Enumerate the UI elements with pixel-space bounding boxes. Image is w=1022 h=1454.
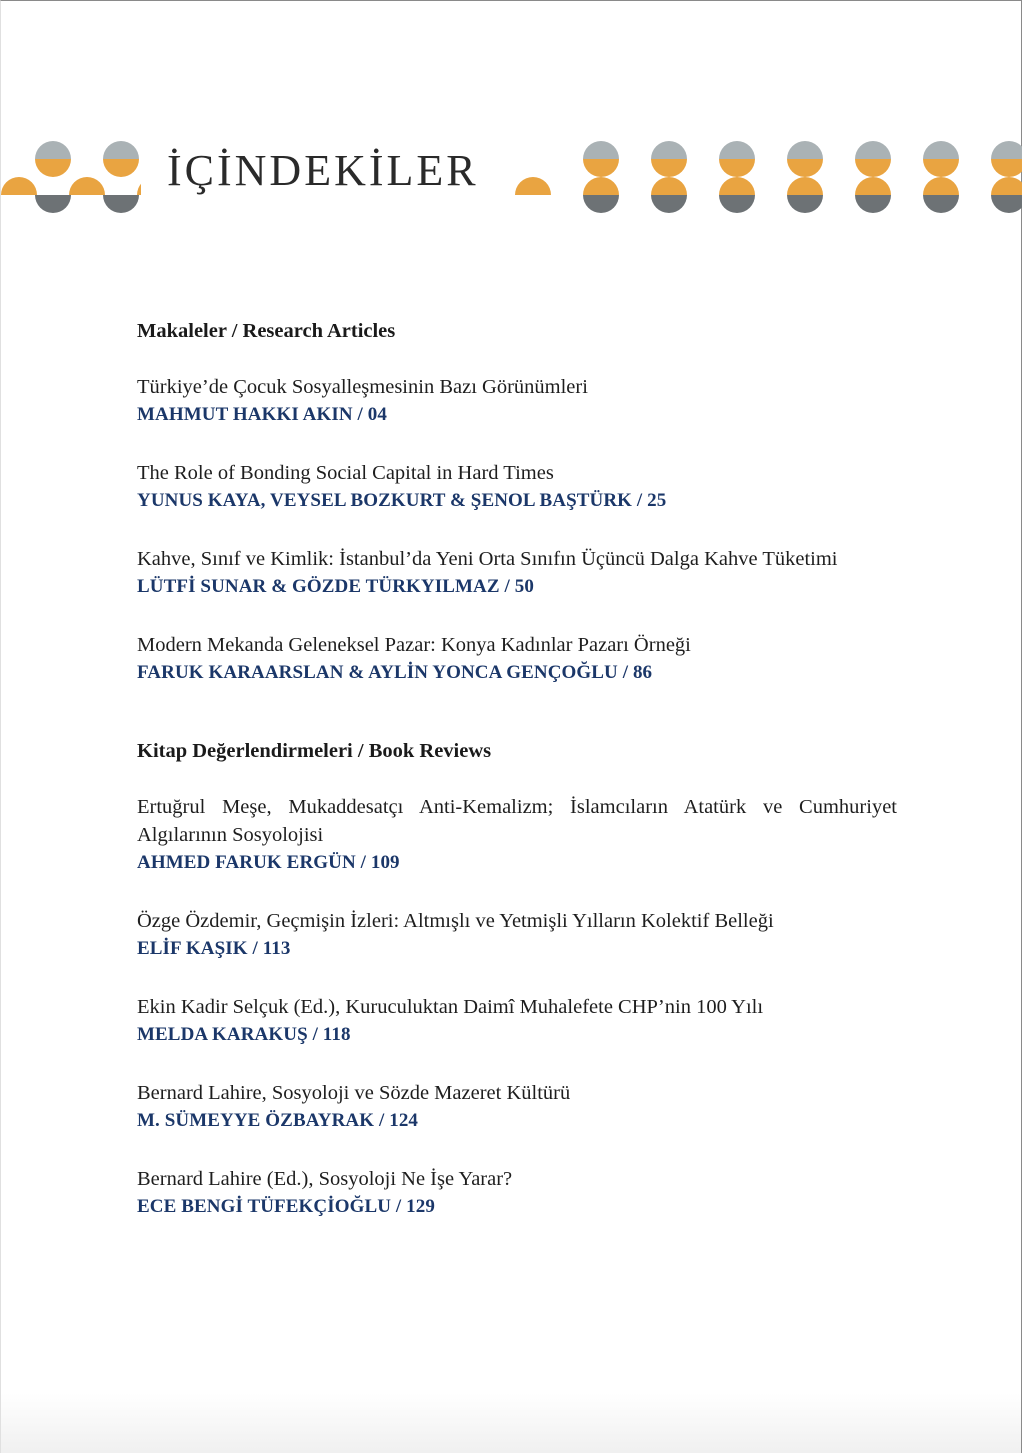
orange-semicircle-shape: [719, 159, 755, 177]
decorative-band-right: [513, 141, 1022, 213]
entry-title: Ertuğrul Meşe, Mukaddesatçı Anti-Kemalizm; İslamcıların Atatürk ve Cumhuriyet Algılarının Sosyolojisi: [137, 796, 897, 846]
orange-semicircle-shape: [991, 159, 1022, 177]
orange-semicircle-shape: [923, 159, 959, 177]
dark-semicircle-shape: [787, 195, 823, 213]
gray-semicircle-shape: [719, 141, 755, 159]
toc-entry: [137, 545, 897, 601]
orange-semicircle-shape: [855, 159, 891, 177]
gray-semicircle-shape: [855, 141, 891, 159]
page-title: İÇİNDEKİLER: [167, 146, 479, 195]
band-row-top: [583, 141, 1022, 159]
dark-semicircle-shape: [651, 195, 687, 213]
gray-semicircle-shape: [787, 141, 823, 159]
entry-author-page: MAHMUT HAKKI AKIN / 04: [137, 404, 387, 425]
entry-author-page: LÜTFİ SUNAR & GÖZDE TÜRKYILMAZ / 50: [137, 576, 534, 597]
band-row-bottom: [35, 195, 139, 213]
entry-author-page: FARUK KARAARSLAN & AYLİN YONCA GENÇOĞLU / 86: [137, 662, 653, 683]
toc-entry: [137, 907, 897, 963]
gray-semicircle-shape: [103, 141, 139, 159]
band-row-middle: [1, 159, 141, 195]
gray-semicircle-shape: [35, 141, 71, 159]
research-articles-section: [137, 317, 897, 687]
dark-semicircle-shape: [855, 195, 891, 213]
dark-semicircle-shape: [923, 195, 959, 213]
toc-entry: [137, 631, 897, 687]
orange-semicircle-shape: [651, 177, 687, 195]
entry-author-page: MELDA KARAKUŞ / 118: [137, 1024, 351, 1045]
entry-author-page: ECE BENGİ TÜFEKÇİOĞLU / 129: [137, 1196, 435, 1217]
dark-semicircle-shape: [103, 195, 139, 213]
toc-entry: [137, 1079, 897, 1135]
orange-semicircle-shape: [69, 177, 105, 195]
table-of-contents: [137, 317, 897, 1221]
entry-title: Türkiye’de Çocuk Sosyalleşmesinin Bazı Görünümleri: [137, 376, 588, 398]
orange-semicircle-shape: [855, 177, 891, 195]
toc-entry: [137, 373, 897, 429]
band-row-middle: [515, 159, 1022, 195]
section-heading-research: Makaleler / Research Articles: [137, 320, 396, 342]
gray-semicircle-shape: [583, 141, 619, 159]
orange-semicircle-shape: [583, 159, 619, 177]
orange-semicircle-shape: [35, 159, 71, 177]
dark-semicircle-shape: [991, 195, 1022, 213]
dark-semicircle-shape: [583, 195, 619, 213]
orange-semicircle-shape: [719, 177, 755, 195]
orange-semicircle-shape: [991, 177, 1022, 195]
orange-semicircle-shape: [103, 159, 139, 177]
band-row-top: [35, 141, 139, 159]
orange-semicircle-shape: [787, 159, 823, 177]
toc-entry: [137, 793, 897, 877]
toc-entry: [137, 993, 897, 1049]
section-heading-reviews: Kitap Değerlendirmeleri / Book Reviews: [137, 740, 492, 762]
entry-author-page: ELİF KAŞIK / 113: [137, 938, 291, 959]
dark-semicircle-shape: [719, 195, 755, 213]
entry-author-page: AHMED FARUK ERGÜN / 109: [137, 852, 400, 873]
orange-semicircle-shape: [923, 177, 959, 195]
entry-title: Özge Özdemir, Geçmişin İzleri: Altmışlı ve Yetmişli Yılların Kolektif Belleği: [137, 910, 774, 932]
orange-semicircle-shape: [515, 177, 551, 195]
decorative-band-left: [1, 141, 141, 213]
gray-semicircle-shape: [651, 141, 687, 159]
toc-entry: [137, 1165, 897, 1221]
gray-semicircle-shape: [923, 141, 959, 159]
orange-semicircle-shape: [787, 177, 823, 195]
orange-semicircle-shape: [137, 177, 141, 195]
orange-semicircle-shape: [1, 177, 37, 195]
gray-semicircle-shape: [991, 141, 1022, 159]
orange-semicircle-shape: [583, 177, 619, 195]
orange-semicircle-shape: [651, 159, 687, 177]
entry-title: Ekin Kadir Selçuk (Ed.), Kuruculuktan Daimî Muhalefete CHP’nin 100 Yılı: [137, 996, 764, 1018]
dark-semicircle-shape: [35, 195, 71, 213]
entry-title: Bernard Lahire (Ed.), Sosyoloji Ne İşe Yarar?: [137, 1168, 513, 1190]
entry-title: Modern Mekanda Geleneksel Pazar: Konya Kadınlar Pazarı Örneği: [137, 634, 691, 656]
entry-author-page: M. SÜMEYYE ÖZBAYRAK / 124: [137, 1110, 419, 1131]
entry-title: The Role of Bonding Social Capital in Hard Times: [137, 462, 554, 484]
entry-title: Bernard Lahire, Sosyoloji ve Sözde Mazeret Kültürü: [137, 1082, 571, 1104]
toc-entry: [137, 459, 897, 515]
band-row-bottom: [583, 195, 1022, 213]
entry-author-page: YUNUS KAYA, VEYSEL BOZKURT & ŞENOL BAŞTÜRK / 25: [137, 490, 667, 511]
page-bottom-shade: [1, 1393, 1021, 1453]
book-reviews-section: [137, 737, 897, 1221]
entry-title: Kahve, Sınıf ve Kimlik: İstanbul’da Yeni Orta Sınıfın Üçüncü Dalga Kahve Tüketimi: [137, 548, 838, 570]
